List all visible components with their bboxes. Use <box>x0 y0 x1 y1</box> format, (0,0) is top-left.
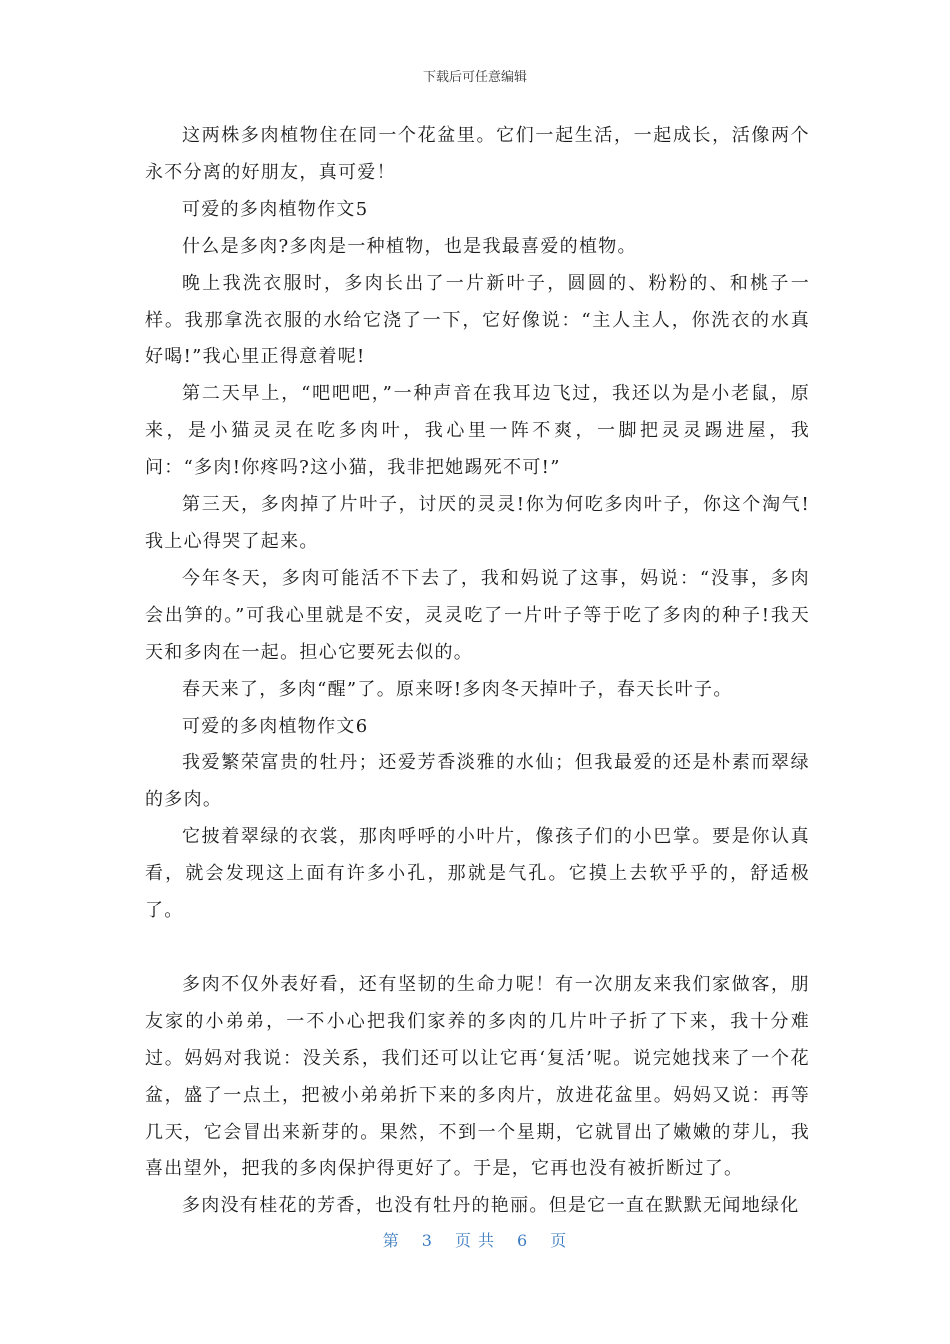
paragraph: 第二天早上，“吧吧吧，”一种声音在我耳边飞过，我还以为是小老鼠，原来，是小猫灵灵在吃多肉叶，我心里一阵不爽，一脚把灵灵踢进屋，我问：“多肉!你疼吗?这小猫，我非把她踢死不可!” <box>145 383 810 479</box>
paragraph: 多肉没有桂花的芳香，也没有牡丹的艳丽。但是它一直在默默无闻地绿化 <box>182 1195 800 1217</box>
paragraph: 第三天，多肉掉了片叶子，讨厌的灵灵!你为何吃多肉叶子，你这个淘气!我上心得哭了起来。 <box>145 494 810 552</box>
paragraph: 什么是多肉?多肉是一种植物，也是我最喜爱的植物。 <box>182 235 637 257</box>
paragraph: 它披着翠绿的衣裳，那肉呼呼的小叶片，像孩子们的小巴掌。要是你认真看，就会发现这上面有许多小孔，那就是气孔。它摸上去软乎乎的，舒适极了。 <box>145 826 810 922</box>
footer-suffix: 页 <box>550 1231 568 1250</box>
paragraph: 今年冬天，多肉可能活不下去了，我和妈说了这事，妈说：“没事，多肉会出笋的。”可我心里就是不安，灵灵吃了一片叶子等于吃了多肉的种子!我天天和多肉在一起。担心它要死去似的。 <box>145 567 810 663</box>
paragraph: 我爱繁荣富贵的牡丹；还爱芳香淡雅的水仙；但我最爱的还是朴素而翠绿的多肉。 <box>145 752 810 811</box>
paragraph: 晚上我洗衣服时，多肉长出了一片新叶子，圆圆的、粉粉的、和桃子一样。我那拿洗衣服的水给它浇了一下，它好像说：“主人主人，你洗衣的水真好喝!”我心里正得意着呢! <box>145 272 810 368</box>
page-number-footer <box>0 1228 950 1251</box>
footer-prefix: 第 <box>382 1231 400 1250</box>
section-title: 可爱的多肉植物作文6 <box>182 715 369 737</box>
page-header-note: 下载后可任意编辑 <box>422 70 527 85</box>
section-title: 可爱的多肉植物作文5 <box>182 198 369 220</box>
footer-total-pages: 6 <box>517 1231 529 1250</box>
footer-current-page: 3 <box>421 1231 433 1250</box>
paragraph: 春天来了，多肉“醒”了。原来呀!多肉冬天掉叶子，春天长叶子。 <box>182 678 733 700</box>
paragraph: 多肉不仅外表好看，还有坚韧的生命力呢！有一次朋友来我们家做客，朋友家的小弟弟，一不小心把我们家养的多肉的几片叶子折了下来，我十分难过。妈妈对我说：没关系，我们还可以让它再‘复活’呢。说完她找来了一个花盆，盛了一点土，把被小弟弟折下来的多肉片，放进花盆里。妈妈又说：再等几天，它会冒出来新芽的。果然，不到一个星期，它就冒出了嫩嫩的芽儿，我喜出望外，把我的多肉保护得更好了。于是，它再也没有被折断过了。 <box>145 973 810 1180</box>
paragraph: 这两株多肉植物住在同一个花盆里。它们一起生活，一起成长，活像两个永不分离的好朋友，真可爱！ <box>145 125 810 183</box>
document-body <box>145 118 810 1225</box>
footer-middle: 页 共 <box>454 1231 496 1250</box>
